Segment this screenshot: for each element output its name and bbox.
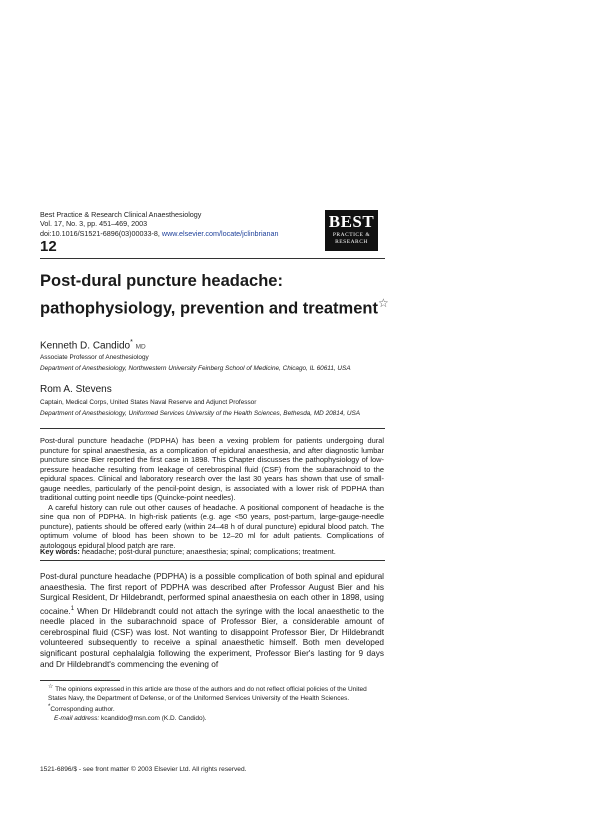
author-2-name: Rom A. Stevens (40, 384, 112, 395)
doi: doi:10.1016/S1521-6896(03)00033-8, (40, 228, 160, 238)
volume-line: Vol. 17, No. 3, pp. 451–469, 2003 (40, 219, 148, 229)
journal-logo (325, 210, 378, 251)
logo-main-text: BEST (328, 212, 375, 231)
author-2-department: Department of Anesthesiology, Uniformed Services University of the Health Sciences, Bethesda, MD 20814, USA (40, 409, 361, 417)
author-2-position: Captain, Medical Corps, United States Naval Reserve and Adjunct Professor (40, 399, 257, 406)
abstract-bottom-divider (40, 560, 385, 561)
author-1-degree: MD (135, 343, 146, 351)
journal-url-link[interactable]: www.elsevier.com/locate/jclinbrianan (161, 228, 279, 238)
chapter-number: 12 (40, 238, 57, 255)
reference-mark[interactable]: 1 (70, 605, 75, 612)
title-footnote-mark[interactable]: ☆ (377, 296, 389, 310)
abstract (40, 436, 384, 550)
footnote-1: ☆ The opinions expressed in this article are those of the authors and do not reflect official policies of the United States Navy, the Department of Defense, or of the Uniformed Services University of the Health Sciences. (48, 684, 367, 703)
copyright: 1521-6896/$ - see front matter © 2003 Elsevier Ltd. All rights reserved. (40, 766, 247, 773)
abstract-top-divider (40, 428, 385, 429)
body-paragraph: Post-dural puncture headache (PDPHA) is a possible complication of both spinal and epidural anaesthesia. The first report of PDPHA was described after Professor August Bier and his Surgical Resident, Dr Hildebrandt, performed spinal anaesthesia on each other in 1898, using cocaine.$^1$ When Dr Hildebrandt could not attach the syringe with the local anaesthetic to the needle placed in the subarachnoid space of Professor Bier, a considerable amount of cerebrospinal fluid (CSF) was lost. Not wanting to disappoint Professor Bier, Dr Hildebrandt volunteered subsequently to receive a spinal anaesthetic himself. Both men developed significant postural cephalalgia following the experiment, Professor Bier's lasting for 9 days and Dr Hildebrandt's commencing the evening of (40, 572, 384, 669)
keywords-text: headache; post-dural puncture; anaesthesia; spinal; complications; treatment. (81, 547, 336, 556)
abstract-paragraph-1: Post-dural puncture headache (PDPHA) has been a vexing problem for patients undergoing dural puncture for spinal anaesthesia, as a complication of epidural anaesthesia, and after diagnostic lumbar puncture since Bier reported the first case in 1898. This Chapter discusses the pathophysiology of low-pressure headache resulting from leakage of cerebrospinal fluid (CSF) from the subarachnoid to the epidural spaces. Clinical and laboratory research over the last 30 years has shown that use of small-gauge needles, particularly of the pencil-point design, is associated with a lower risk of PDPHA than traditional cutting point needle tips (Quincke-point needles). (40, 436, 384, 502)
corresponding-mark[interactable]: * (130, 339, 133, 346)
author-1-affiliation (40, 353, 385, 374)
author-1-name: Kenneth D. Candido* MD (40, 339, 146, 352)
logo-sub-text-2: RESEARCH (335, 239, 368, 245)
title-line-2: pathophysiology, prevention and treatment☆ (40, 296, 389, 318)
journal-header (40, 210, 279, 238)
header-divider (40, 258, 385, 259)
author-2-affiliation (40, 398, 385, 419)
body-text (40, 572, 384, 670)
footnote-2: *Corresponding author. (48, 704, 115, 714)
logo-sub-text-1: PRACTICE & (332, 232, 371, 238)
title-line-1: Post-dural puncture headache: (40, 272, 283, 290)
keywords (40, 547, 385, 556)
author-1-department: Department of Anesthesiology, Northwestern University Feinberg School of Medicine, Chicago, IL 60611, USA (40, 364, 351, 372)
footnote-email: E-mail address: kcandido@msn.com (K.D. Candido). (54, 715, 207, 723)
article-title (40, 270, 400, 320)
journal-title: Best Practice & Research Clinical Anaesthesiology (40, 210, 202, 219)
keywords-label: Key words: (40, 547, 80, 556)
doi-line (40, 229, 279, 238)
email-address[interactable]: kcandido@msn.com (K.D. Candido). (99, 715, 207, 723)
footnote-divider (40, 680, 120, 681)
abstract-paragraph-2: A careful history can rule out other causes of headache. A positional component of headache is the sine qua non of PDPHA. In high-risk patients (e.g. age <50 years, post-partum, large-gauge-needle puncture), patients should be offered early (within 24–48 h of dural puncture) epidural blood patch. The optimum volume of blood has been shown to be 12–20 ml for adult patients. Complications of autologous epidural blood patch are rare. (40, 502, 384, 550)
author-1-position: Associate Professor of Anesthesiology (40, 354, 149, 361)
footnotes (40, 683, 385, 723)
